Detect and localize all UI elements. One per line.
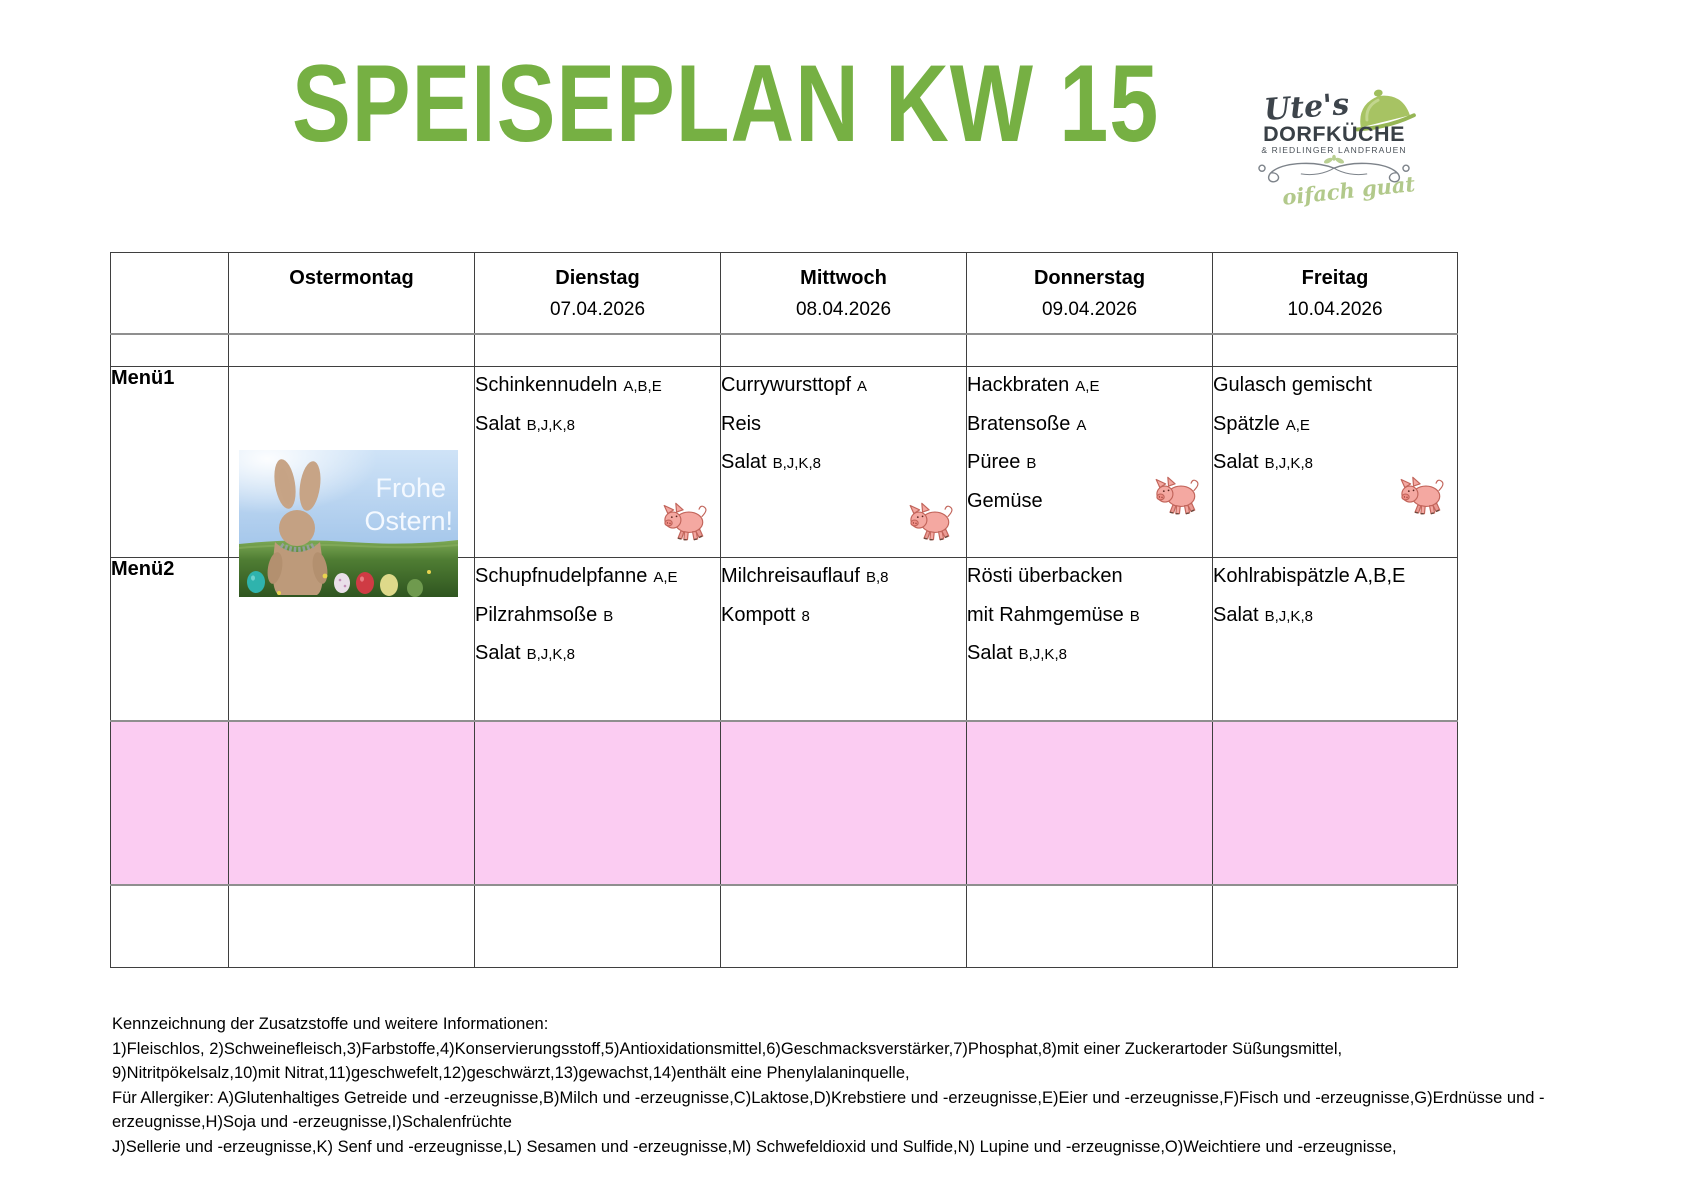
logo	[1248, 86, 1420, 221]
logo-name-main: DORFKÜCHE	[1263, 122, 1405, 146]
logo-name-script: Ute's	[1262, 87, 1351, 128]
header-cell-mittwoch	[721, 253, 967, 335]
menu-item	[475, 558, 720, 597]
spacer-cell	[721, 334, 967, 367]
menu-item	[1213, 597, 1457, 636]
allergen-codes: A,E	[1285, 416, 1310, 434]
spacer-cell	[229, 334, 475, 367]
day-name: Mittwoch	[800, 267, 887, 289]
menu-table-wrap	[110, 252, 1458, 968]
pink-cell	[967, 721, 1213, 885]
pink-cell	[721, 721, 967, 885]
dish-name: Gulasch gemischt	[1213, 374, 1372, 396]
allergen-codes: B,8	[865, 569, 889, 586]
menu2-label: Menü2	[111, 558, 229, 722]
menu-item	[967, 597, 1212, 636]
pig-icon	[1154, 474, 1202, 517]
menu1-freitag-cell	[1213, 367, 1458, 558]
allergen-codes: B	[1026, 455, 1037, 472]
allergen-codes: B,J,K,8	[526, 416, 575, 434]
dish-name: Milchreisauflauf	[721, 565, 860, 587]
legend-line: 1)Fleischlos, 2)Schweinefleisch,3)Farbstoffe,4)Konservierungsstoff,5)Antioxidationsmittel,6)Geschmacksverstärker,7)Phosphat,8)mit einer Zuckerartoder Süßungsmittel,	[112, 1039, 1343, 1058]
pig-icon	[908, 500, 956, 543]
allergen-codes: A	[857, 378, 868, 395]
menu-item	[475, 597, 720, 636]
header-cell-empty	[111, 253, 229, 335]
header-cell-donnerstag	[967, 253, 1213, 335]
menu-item	[475, 367, 720, 406]
menu-table	[110, 252, 1458, 968]
menu-item	[967, 558, 1212, 597]
dish-name: Gemüse	[967, 489, 1043, 512]
menu-item	[721, 597, 966, 636]
pink-cell	[111, 721, 229, 885]
allergen-codes: B	[1129, 607, 1140, 625]
spacer-cell	[475, 334, 721, 367]
dish-name: Salat	[475, 642, 521, 664]
header-cell-dienstag	[475, 253, 721, 335]
menu-item	[1213, 558, 1457, 597]
dish-name: Bratensoße	[967, 412, 1071, 435]
pig-icon	[662, 500, 710, 543]
day-name: Donnerstag	[1033, 267, 1146, 289]
day-date: 07.04.2026	[549, 299, 646, 320]
header-cell-ostermontag	[229, 253, 475, 335]
dish-name: Salat	[1213, 603, 1259, 626]
logo-tagline: oifach guat	[1281, 171, 1417, 210]
legend-line: J)Sellerie und -erzeugnisse,K) Senf und -erzeugnisse,L) Sesamen und -erzeugnisse,M) Schwefeldioxid und Sulfide,N) Lupine und -erzeugnisse,O)Weichtiere und -erzeugnisse,	[112, 1137, 1397, 1156]
dish-name: Rösti überbacken	[967, 565, 1123, 587]
menu-item	[967, 635, 1212, 674]
dish-name: Schupfnudelpfanne	[475, 565, 648, 587]
menu-item	[967, 406, 1212, 445]
menu2-dienstag-cell	[475, 558, 721, 722]
menu-item	[1213, 406, 1457, 445]
bottom-cell	[229, 885, 475, 968]
day-name: Ostermontag	[289, 267, 414, 289]
spacer-cell	[111, 334, 229, 367]
bottom-cell	[967, 885, 1213, 968]
legend-heading: Kennzeichnung der Zusatzstoffe und weitere Informationen:	[112, 1015, 549, 1033]
menu-item	[967, 367, 1212, 406]
easter-greeting-line1: Frohe	[375, 473, 446, 503]
menu1-label: Menü1	[111, 367, 229, 558]
menu2-donnerstag-cell	[967, 558, 1213, 722]
allergen-codes: A,E	[1075, 378, 1100, 395]
allergen-codes: 8	[801, 607, 810, 625]
allergen-codes: B,J,K,8	[526, 646, 575, 663]
logo-subtitle: & RIEDLINGER LANDFRAUEN	[1261, 145, 1407, 155]
allergen-codes: B,J,K,8	[772, 455, 821, 472]
allergen-legend	[112, 1012, 1612, 1159]
bottom-row	[111, 885, 1458, 968]
pink-cell	[1213, 721, 1458, 885]
spacer-cell	[1213, 334, 1458, 367]
menu-item	[1213, 367, 1457, 406]
bottom-cell	[721, 885, 967, 968]
menu1-mittwoch-cell	[721, 367, 967, 558]
pink-row	[111, 721, 1458, 885]
menu-item	[721, 558, 966, 597]
bottom-cell	[111, 885, 229, 968]
dish-name: Salat	[475, 412, 521, 435]
dish-name: Salat	[721, 451, 767, 473]
dish-name: Spätzle	[1213, 412, 1280, 435]
header-cell-freitag	[1213, 253, 1458, 335]
dish-name: mit Rahmgemüse	[967, 603, 1124, 626]
menu-item	[475, 406, 720, 445]
day-date: 08.04.2026	[795, 299, 892, 320]
dish-name: Püree	[967, 451, 1021, 473]
allergen-codes: B,J,K,8	[1264, 455, 1313, 472]
allergen-codes: A	[1076, 416, 1087, 434]
legend-line: 9)Nitritpökelsalz,10)mit Nitrat,11)geschwefelt,12)geschwärzt,13)gewachst,14)enthält eine Phenylalaninquelle,	[112, 1064, 910, 1082]
dish-name: Kompott	[721, 603, 796, 626]
dish-name: Currywursttopf	[721, 374, 852, 396]
menu-item	[721, 406, 966, 445]
allergen-codes: A,B,E	[623, 378, 662, 395]
menu-item	[721, 367, 966, 406]
day-date: 10.04.2026	[1287, 299, 1383, 320]
dish-name: Hackbraten	[967, 374, 1070, 396]
dish-name: Pilzrahmsoße	[475, 603, 598, 626]
page-title: SPEISEPLAN KW 15	[292, 41, 1160, 165]
dish-name: Kohlrabispätzle A,B,E	[1213, 565, 1406, 587]
menu2-freitag-cell	[1213, 558, 1458, 722]
menu2-mittwoch-cell	[721, 558, 967, 722]
allergen-codes: B	[603, 607, 614, 625]
pink-cell	[475, 721, 721, 885]
day-date: 09.04.2026	[1041, 299, 1138, 320]
dish-name: Salat	[967, 642, 1013, 664]
legend-line: Für Allergiker: A)Glutenhaltiges Getreide und -erzeugnisse,B)Milch und -erzeugnisse,C)Laktose,D)Krebstiere und -erzeugnisse,E)Eier und -erzeugnisse,F)Fisch und -erzeugnisse,G)Erdnüsse und -	[112, 1088, 1545, 1107]
dish-name: Schinkennudeln	[475, 374, 618, 396]
menu-item	[475, 635, 720, 674]
allergen-codes: B,J,K,8	[1018, 646, 1067, 663]
easter-greeting-line2: Ostern!	[364, 506, 453, 536]
legend-line: erzeugnisse,H)Soja und -erzeugnisse,I)Schalenfrüchte	[112, 1113, 512, 1131]
day-name: Freitag	[1301, 267, 1369, 289]
dish-name: Reis	[721, 412, 762, 435]
menu1-dienstag-cell	[475, 367, 721, 558]
menu1-donnerstag-cell	[967, 367, 1213, 558]
day-name: Dienstag	[555, 267, 640, 289]
bottom-cell	[475, 885, 721, 968]
header-row	[111, 253, 1458, 335]
dish-name: Salat	[1213, 451, 1259, 473]
easter-image	[239, 450, 458, 597]
pig-icon	[1399, 474, 1447, 517]
allergen-codes: A,E	[653, 569, 678, 586]
pink-cell	[229, 721, 475, 885]
spacer-row	[111, 334, 1458, 367]
menu-item	[721, 444, 966, 483]
allergen-codes: B,J,K,8	[1264, 607, 1313, 625]
bottom-cell	[1213, 885, 1458, 968]
spacer-cell	[967, 334, 1213, 367]
